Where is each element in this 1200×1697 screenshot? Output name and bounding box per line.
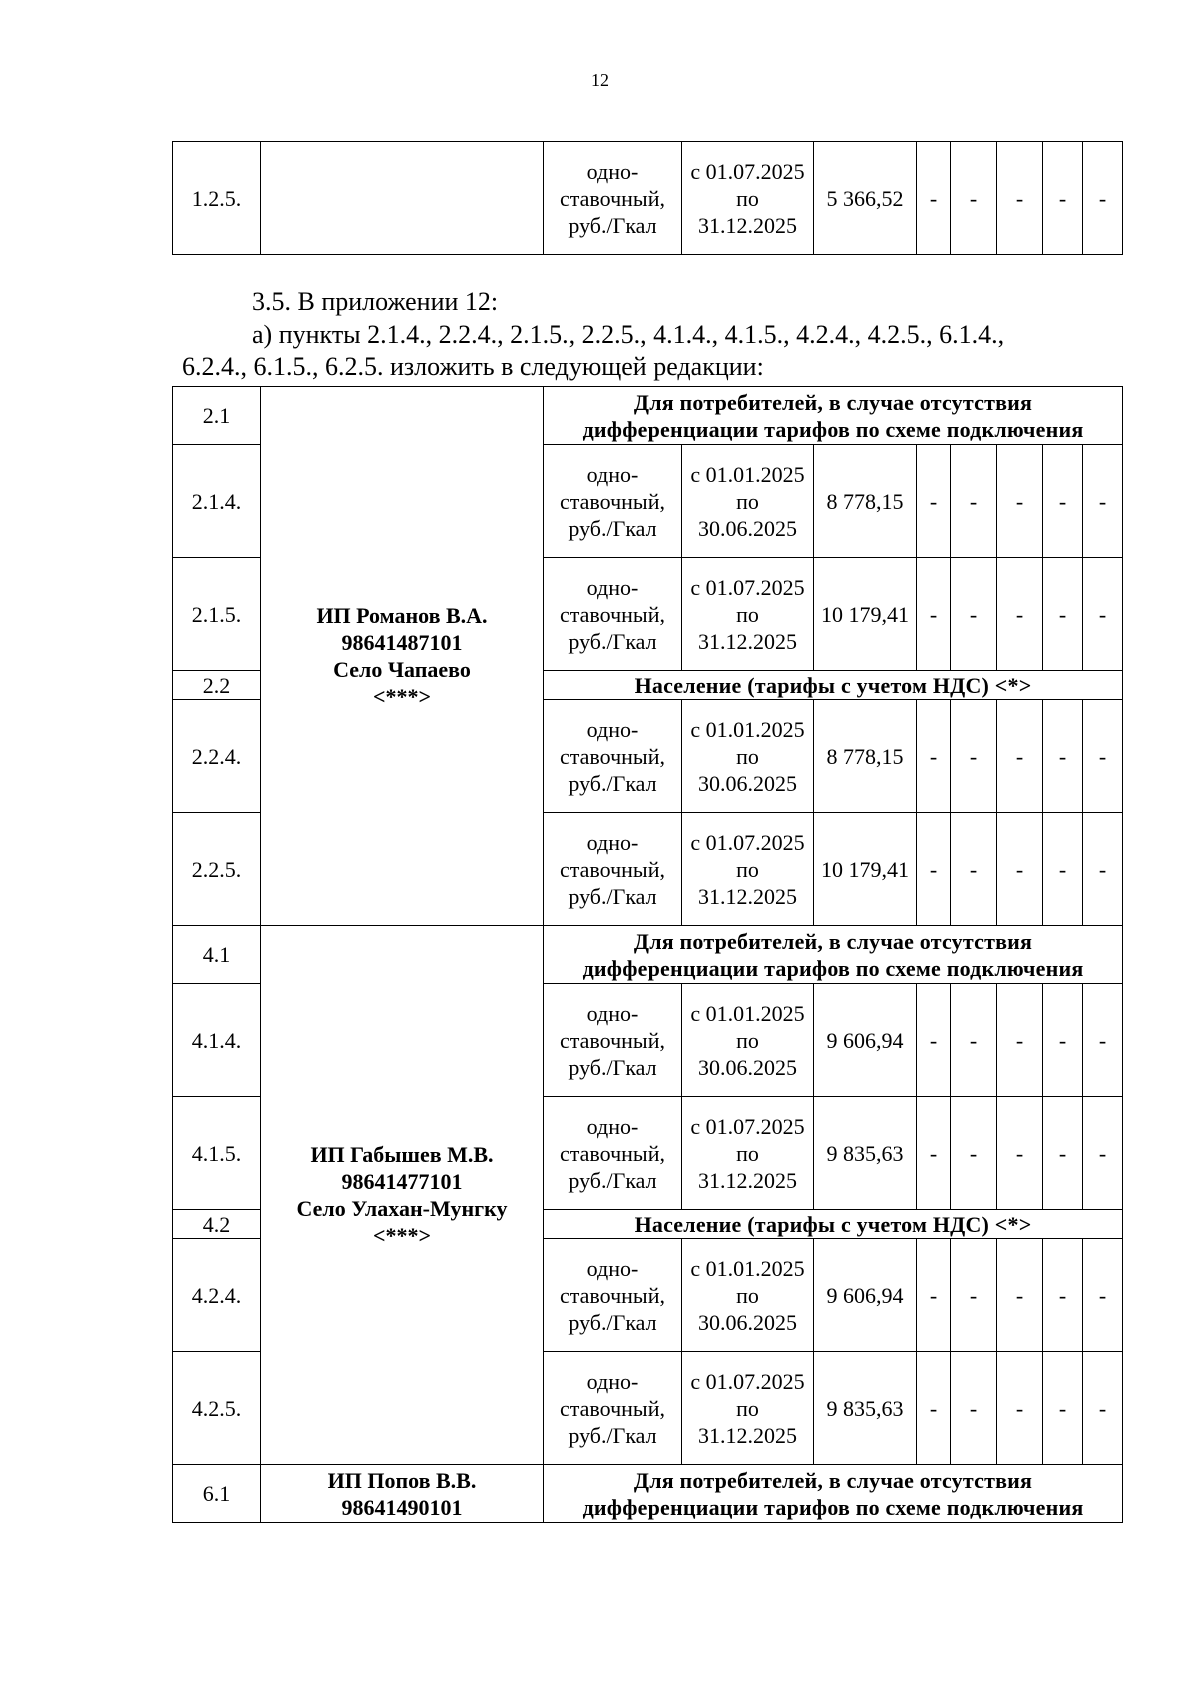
tariff-type: одно-ставочный, руб./Гкал bbox=[544, 558, 682, 671]
row-number: 6.1 bbox=[173, 1465, 261, 1523]
table-row bbox=[173, 926, 1123, 984]
dash-cell: - bbox=[917, 984, 951, 1097]
tariff-period: с 01.07.2025 по 31.12.2025 bbox=[682, 558, 814, 671]
dash-cell: - bbox=[917, 142, 951, 255]
page-number: 12 bbox=[591, 70, 609, 90]
tariff-type: одно-ставочный, руб./Гкал bbox=[544, 1097, 682, 1210]
organization-name: ИП Попов В.В. bbox=[327, 1467, 477, 1493]
tariff-period: с 01.01.2025 по 30.06.2025 bbox=[682, 445, 814, 558]
tariff-value: 10 179,41 bbox=[814, 558, 917, 671]
dash-cell: - bbox=[1043, 813, 1083, 926]
tariff-value: 8 778,15 bbox=[814, 445, 917, 558]
dash-cell: - bbox=[997, 984, 1043, 1097]
tariff-value: 9 835,63 bbox=[814, 1352, 917, 1465]
organization-inn: 98641487101 bbox=[341, 630, 463, 655]
dash-cell: - bbox=[951, 1352, 997, 1465]
section-header: Население (тарифы с учетом НДС) <*> bbox=[544, 671, 1123, 700]
dash-cell: - bbox=[1043, 1097, 1083, 1210]
dash-cell: - bbox=[917, 445, 951, 558]
row-number: 4.2 bbox=[173, 1210, 261, 1239]
tariff-value: 9 606,94 bbox=[814, 984, 917, 1097]
row-number: 4.1.4. bbox=[173, 984, 261, 1097]
table-row bbox=[173, 142, 1123, 255]
tariff-period: с 01.01.2025 по 30.06.2025 bbox=[682, 700, 814, 813]
row-number: 4.1.5. bbox=[173, 1097, 261, 1210]
organization-inn: 98641490101 bbox=[341, 1494, 463, 1520]
organization-cell bbox=[261, 387, 544, 926]
organization-cell bbox=[261, 926, 544, 1465]
row-number: 2.1 bbox=[173, 387, 261, 445]
dash-cell: - bbox=[951, 558, 997, 671]
dash-cell: - bbox=[917, 558, 951, 671]
dash-cell: - bbox=[917, 700, 951, 813]
tariff-type: одно-ставочный, руб./Гкал bbox=[544, 1352, 682, 1465]
organization-cell bbox=[261, 142, 544, 255]
organization-note: <***> bbox=[372, 1223, 432, 1248]
section-header: Для потребителей, в случае отсутствия дифференциации тарифов по схеме подключения bbox=[544, 387, 1123, 445]
row-number: 2.2.4. bbox=[173, 700, 261, 813]
dash-cell: - bbox=[917, 1097, 951, 1210]
organization-name: ИП Габышев М.В. bbox=[310, 1142, 494, 1167]
organization-cell bbox=[261, 1465, 544, 1523]
dash-cell: - bbox=[997, 813, 1043, 926]
dash-cell: - bbox=[997, 558, 1043, 671]
tariff-type: одно-ставочный, руб./Гкал bbox=[544, 700, 682, 813]
organization-name: ИП Романов В.А. bbox=[316, 603, 488, 628]
dash-cell: - bbox=[1083, 1239, 1123, 1352]
paragraph-line: 6.2.4., 6.1.5., 6.2.5. изложить в следующей редакции: bbox=[182, 352, 764, 381]
row-number: 4.2.4. bbox=[173, 1239, 261, 1352]
dash-cell: - bbox=[1043, 1239, 1083, 1352]
tariff-period: с 01.07.2025 по 31.12.2025 bbox=[682, 813, 814, 926]
dash-cell: - bbox=[1083, 1097, 1123, 1210]
section-heading: 3.5. В приложении 12: bbox=[252, 287, 499, 316]
dash-cell: - bbox=[951, 984, 997, 1097]
tariff-value: 9 835,63 bbox=[814, 1097, 917, 1210]
dash-cell: - bbox=[917, 1239, 951, 1352]
dash-cell: - bbox=[997, 700, 1043, 813]
dash-cell: - bbox=[917, 813, 951, 926]
dash-cell: - bbox=[1083, 984, 1123, 1097]
dash-cell: - bbox=[997, 445, 1043, 558]
dash-cell: - bbox=[1083, 142, 1123, 255]
dash-cell: - bbox=[1083, 700, 1123, 813]
dash-cell: - bbox=[951, 1097, 997, 1210]
dash-cell: - bbox=[951, 813, 997, 926]
dash-cell: - bbox=[1043, 700, 1083, 813]
section-header: Для потребителей, в случае отсутствия дифференциации тарифов по схеме подключения bbox=[544, 1465, 1123, 1523]
row-number: 2.1.4. bbox=[173, 445, 261, 558]
dash-cell: - bbox=[1083, 445, 1123, 558]
tariff-type: одно-ставочный, руб./Гкал bbox=[544, 984, 682, 1097]
row-number: 2.1.5. bbox=[173, 558, 261, 671]
dash-cell: - bbox=[1043, 984, 1083, 1097]
tariff-period: с 01.07.2025 по 31.12.2025 bbox=[682, 142, 814, 255]
dash-cell: - bbox=[1043, 445, 1083, 558]
tariff-period: с 01.01.2025 по 30.06.2025 bbox=[682, 984, 814, 1097]
row-number: 4.1 bbox=[173, 926, 261, 984]
tariff-value: 5 366,52 bbox=[814, 142, 917, 255]
tariff-period: с 01.07.2025 по 31.12.2025 bbox=[682, 1352, 814, 1465]
row-number: 2.2 bbox=[173, 671, 261, 700]
dash-cell: - bbox=[951, 1239, 997, 1352]
tariff-type: одно-ставочный, руб./Гкал bbox=[544, 142, 682, 255]
row-number: 2.2.5. bbox=[173, 813, 261, 926]
paragraph-line: а) пункты 2.1.4., 2.2.4., 2.1.5., 2.2.5., 4.1.4., 4.1.5., 4.2.4., 4.2.5., 6.1.4., bbox=[252, 320, 1005, 349]
organization-inn: 98641477101 bbox=[341, 1169, 463, 1194]
dash-cell: - bbox=[997, 1352, 1043, 1465]
tariff-type: одно-ставочный, руб./Гкал bbox=[544, 1239, 682, 1352]
dash-cell: - bbox=[917, 1352, 951, 1465]
tariff-period: с 01.07.2025 по 31.12.2025 bbox=[682, 1097, 814, 1210]
dash-cell: - bbox=[951, 700, 997, 813]
row-number: 4.2.5. bbox=[173, 1352, 261, 1465]
tariff-table bbox=[172, 386, 1123, 1523]
tariff-period: с 01.01.2025 по 30.06.2025 bbox=[682, 1239, 814, 1352]
dash-cell: - bbox=[1083, 558, 1123, 671]
section-header: Население (тарифы с учетом НДС) <*> bbox=[544, 1210, 1123, 1239]
dash-cell: - bbox=[1083, 1352, 1123, 1465]
organization-place: Село Улахан-Мунгку bbox=[296, 1196, 508, 1221]
dash-cell: - bbox=[1043, 142, 1083, 255]
dash-cell: - bbox=[951, 445, 997, 558]
tariff-table-continuation bbox=[172, 141, 1123, 255]
tariff-type: одно-ставочный, руб./Гкал bbox=[544, 445, 682, 558]
dash-cell: - bbox=[997, 1097, 1043, 1210]
organization-place: Село Чапаево bbox=[333, 657, 471, 682]
organization-note: <***> bbox=[372, 684, 432, 709]
tariff-type: одно-ставочный, руб./Гкал bbox=[544, 813, 682, 926]
dash-cell: - bbox=[997, 1239, 1043, 1352]
table-row bbox=[173, 387, 1123, 445]
dash-cell: - bbox=[951, 142, 997, 255]
tariff-value: 10 179,41 bbox=[814, 813, 917, 926]
table-row bbox=[173, 1465, 1123, 1523]
section-header: Для потребителей, в случае отсутствия дифференциации тарифов по схеме подключения bbox=[544, 926, 1123, 984]
dash-cell: - bbox=[1043, 1352, 1083, 1465]
tariff-value: 9 606,94 bbox=[814, 1239, 917, 1352]
row-number: 1.2.5. bbox=[173, 142, 261, 255]
dash-cell: - bbox=[1043, 558, 1083, 671]
dash-cell: - bbox=[1083, 813, 1123, 926]
dash-cell: - bbox=[997, 142, 1043, 255]
tariff-value: 8 778,15 bbox=[814, 700, 917, 813]
